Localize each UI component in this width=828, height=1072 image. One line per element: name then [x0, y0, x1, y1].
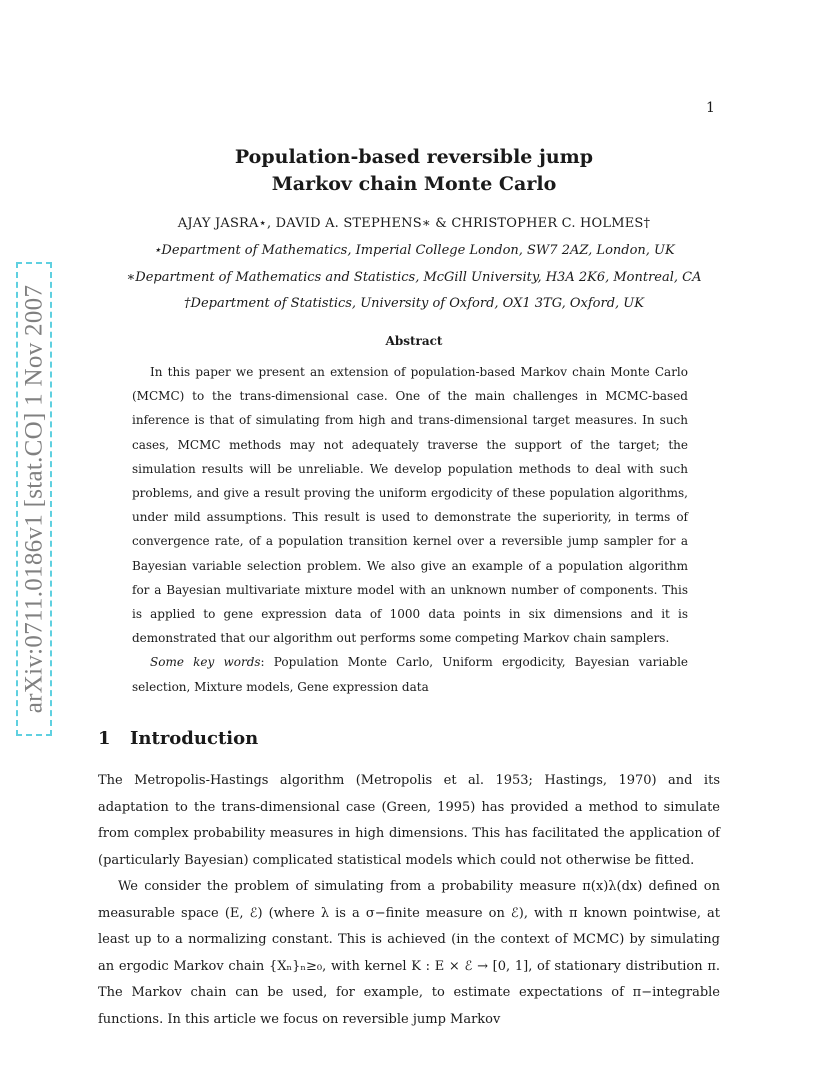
introduction-body: [98, 768, 720, 1033]
arxiv-stamp-text: arXiv:0711.0186v1 [stat.CO] 1 Nov 2007: [20, 284, 47, 714]
section-title: Introduction: [130, 728, 259, 749]
affiliation-imperial: ⋆Department of Mathematics, Imperial College London, SW7 2AZ, London, UK: [153, 243, 675, 258]
section-number: 1: [98, 728, 111, 749]
keywords-label: Some key words: [150, 655, 261, 670]
page-number: 1: [706, 100, 715, 116]
title-line-2: Markov chain Monte Carlo: [271, 173, 557, 195]
affiliation-mcgill: ∗Department of Mathematics and Statistics, McGill University, H3A 2K6, Montreal, CA: [126, 270, 702, 285]
abstract-heading: Abstract: [385, 334, 443, 348]
paragraph: The Metropolis-Hastings algorithm (Metropolis et al. 1953; Hastings, 1970) and its adaptation to the trans-dimensional case (Green, 1995) has provided a method to simulate from complex probability measures in high dimensions. This has facilitated the application of (particularly Bayesian) complicated statistical models which could not otherwise be fitted.: [98, 773, 720, 868]
section-heading-introduction: [98, 728, 258, 749]
paper-title: [0, 144, 828, 198]
keywords-list: : Population Monte Carlo, Uniform ergodicity, Bayesian variable selection, Mixture models, Gene expression data: [132, 655, 689, 694]
title-line-1: Population-based reversible jump: [234, 146, 594, 168]
abstract-text: In this paper we present an extension of population-based Markov chain Monte Carlo (MCMC) to the trans-dimensional case. One of the main challenges in MCMC-based inference is that of simulating from high and trans-dimensional target measures. In such cases, MCMC methods may not adequately traverse the support of the target; the simulation results will be unreliable. We develop population methods to deal with such problems, and give a result proving the uniform ergodicity of these population algorithms, under mild assumptions. This result is used to demonstrate the superiority, in terms of convergence rate, of a population transition kernel over a reversible jump sampler for a Bayesian variable selection problem. We also give an example of a population algorithm for a Bayesian multivariate mixture model with an unknown number of components. This is applied to gene expression data of 1000 data points in six dimensions and it is demonstrated that our algorithm out performs some competing Markov chain samplers.: [132, 365, 688, 646]
keywords: [132, 650, 688, 698]
author-list: AJAY JASRA⋆, DAVID A. STEPHENS∗ & CHRISTOPHER C. HOLMES†: [177, 216, 651, 231]
affiliation-oxford: †Department of Statistics, University of Oxford, OX1 3TG, Oxford, UK: [184, 296, 644, 311]
paragraph: We consider the problem of simulating from a probability measure π(x)λ(dx) defined on measurable space (E, ℰ) (where λ is a σ−finite measure on ℰ), with π known pointwise, at least up to a normalizing constant. This is achieved (in the context of MCMC) by simulating an ergodic Markov chain {Xₙ}ₙ≥₀, with kernel K : E × ℰ → [0, 1], of stationary distribution π. The Markov chain can be used, for example, to estimate expectations of π−integrable functions. In this article we focus on reversible jump Markov: [98, 879, 720, 1027]
abstract: [132, 360, 688, 699]
